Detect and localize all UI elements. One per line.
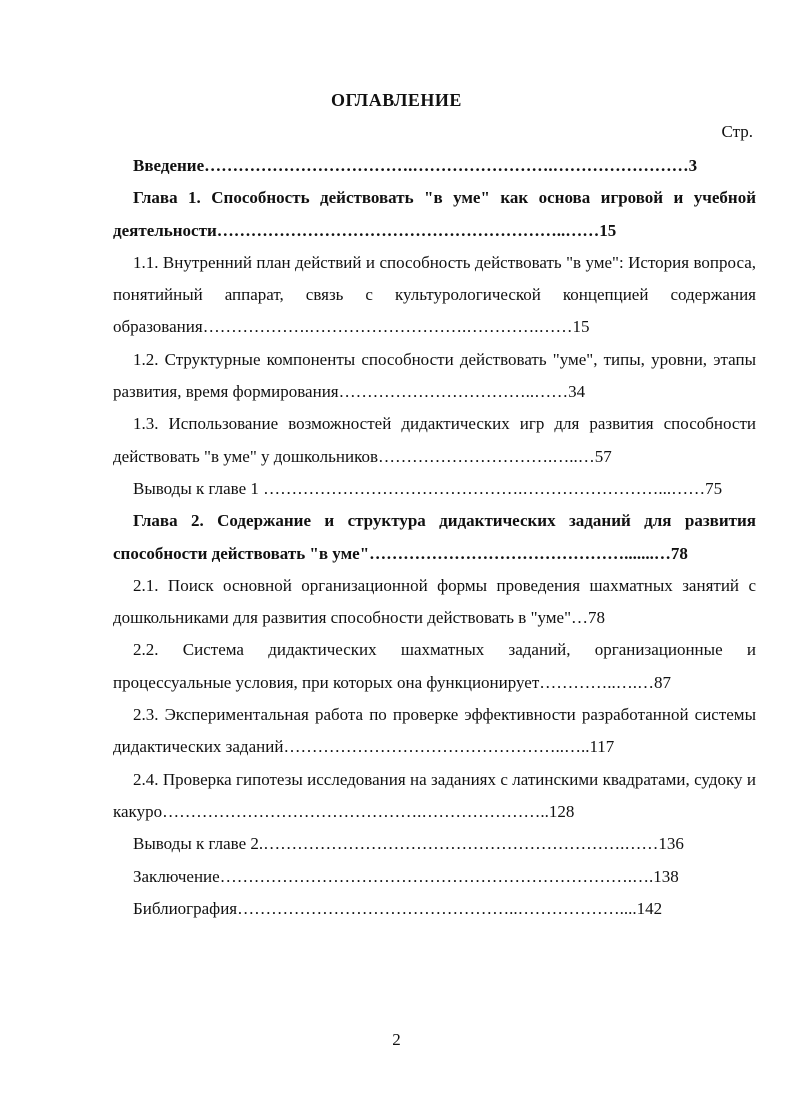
- toc-entry-conclusions-1[interactable]: [113, 473, 756, 505]
- toc-entry-text: 1.2. Структурные компоненты способности действовать "уме", типы, уровни, этапы развития, время формирования: [113, 349, 756, 402]
- toc-entry-page: 78: [588, 608, 606, 628]
- toc-entry-page: 3: [688, 156, 698, 175]
- toc-entry-text: Выводы к главе 2: [133, 834, 259, 854]
- toc-entry-page: 138: [653, 866, 679, 886]
- toc-entry-dots: ………………………….…..…: [378, 446, 595, 466]
- toc-entry-dots: .……………………………………………………….……: [258, 834, 659, 854]
- toc-entry-dots: …………………………………………..…..: [283, 737, 590, 757]
- toc-entry-text: 2.4. Проверка гипотезы исследования на заданиях с латинскими квадратами, судоку и какуро: [113, 769, 756, 821]
- page-title: ОГЛАВЛЕНИЕ: [331, 90, 462, 110]
- toc-entry-text: 1.3. Использование возможностей дидактических игр для развития способности действовать "в уме" у дошкольников: [113, 414, 756, 466]
- toc-entry-dots: ……………………………………….......…: [369, 543, 671, 563]
- toc-entry-dots: ……………………………………………………………….….: [219, 866, 654, 886]
- toc-entry-page: 136: [658, 834, 684, 854]
- toc-entry-chapter-1[interactable]: [113, 182, 756, 247]
- toc-entry-text: 2.1. Поиск основной организационной формы проведения шахматных занятий с дошкольниками для развития способности действовать в "уме": [113, 575, 756, 628]
- toc-entry-page: 34: [568, 382, 586, 402]
- toc-entry-chapter-2[interactable]: [113, 505, 756, 570]
- toc-entry-section-1-1[interactable]: [113, 247, 756, 344]
- table-of-contents: [113, 150, 756, 925]
- toc-entry-dots: ……………….……………………….………….……: [202, 317, 573, 337]
- toc-entry-section-1-3[interactable]: [113, 408, 756, 473]
- page-column-label: Стр.: [721, 122, 753, 141]
- toc-entry-section-2-3[interactable]: [113, 699, 756, 764]
- toc-entry-section-2-2[interactable]: [113, 634, 756, 699]
- toc-entry-conclusions-2[interactable]: [113, 828, 756, 860]
- toc-entry-dots: ……………………………….…………………….……………………: [204, 156, 689, 175]
- toc-entry-dots: ……………………………………………………..……: [216, 220, 600, 240]
- toc-entry-text: 2.2. Система дидактических шахматных заданий, организационные и процессуальные условия, при которых она функционирует: [113, 640, 756, 692]
- toc-entry-text: Выводы к главе 1: [133, 478, 259, 498]
- toc-entry-text: 1.1. Внутренний план действий и способность действовать "в уме": История вопроса, понятийный аппарат, связь с культурологической концепцией содержания образования: [113, 252, 756, 337]
- page-number: 2: [392, 1030, 401, 1049]
- toc-entry-dots: ……………………………………….……………………...……: [258, 478, 706, 498]
- toc-entry-text: Глава 1. Способность действовать "в уме" как основа игровой и учебной деятельности: [113, 188, 756, 240]
- toc-entry-dots: …………..….…: [539, 672, 655, 692]
- toc-entry-text: Глава 2. Содержание и структура дидактических заданий для развития способности действовать "в уме": [113, 511, 756, 563]
- toc-entry-dots: …: [571, 608, 589, 628]
- toc-entry-dots: ……………………………………….…………………..: [162, 801, 549, 821]
- toc-entry-page: 57: [594, 446, 612, 466]
- toc-entry-dots: …………………………………………..………………....: [237, 898, 637, 918]
- toc-entry-conclusion[interactable]: [113, 861, 756, 893]
- toc-entry-text: Заключение: [133, 866, 220, 886]
- toc-entry-section-2-1[interactable]: [113, 570, 756, 635]
- toc-entry-page: 15: [599, 220, 617, 240]
- toc-entry-text: Введение: [133, 156, 205, 175]
- toc-entry-text: Библиография: [133, 898, 238, 918]
- toc-entry-section-2-4[interactable]: [113, 764, 756, 829]
- toc-entry-page: 78: [670, 543, 688, 563]
- toc-entry-page: 142: [636, 898, 663, 918]
- toc-entry-text: 2.3. Экспериментальная работа по проверке эффективности разработанной системы дидактических заданий: [113, 705, 756, 757]
- toc-entry-page: 87: [654, 672, 672, 692]
- toc-entry-page: 75: [705, 478, 723, 498]
- toc-entry-dots: ……………………………..……: [338, 382, 569, 402]
- toc-entry-page: 117: [589, 737, 615, 757]
- toc-entry-section-1-2[interactable]: [113, 344, 756, 409]
- toc-entry-bibliography[interactable]: [113, 893, 756, 925]
- toc-entry-introduction[interactable]: [113, 150, 756, 182]
- toc-entry-page: 15: [572, 317, 590, 337]
- toc-entry-page: 128: [548, 801, 575, 821]
